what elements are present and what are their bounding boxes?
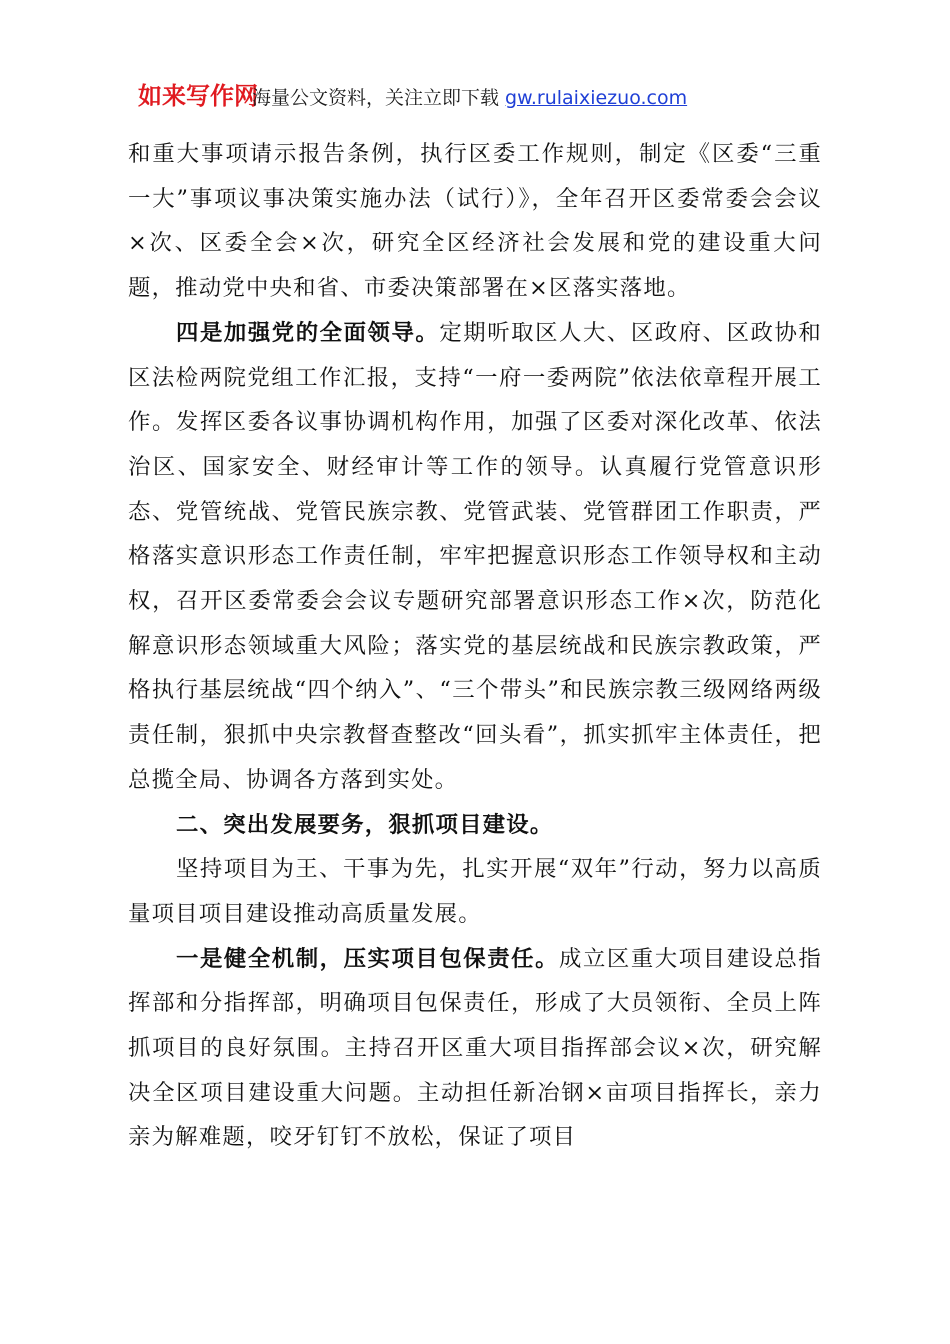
paragraph-2-lead: 四是加强党的全面领导。 [176, 319, 440, 346]
header-tagline: 海量公文资料，关注立即下载 [252, 87, 500, 109]
paragraph-2 [128, 311, 822, 803]
paragraph-4-lead: 一是健全机制，压实项目包保责任。 [176, 945, 560, 972]
paragraph-2-text: 定期听取区人大、区政府、区政协和区法检两院党组工作汇报，支持“一府一委两院”依法依章程开展工作。发挥区委各议事协调机构作用，加强了区委对深化改革、依法治区、国家安全、财经审计等工作的领导。认真履行党管意识形态、党管统战、党管民族宗教、党管武装、党管群团工作职责，严格落实意识形态工作责任制，牢牢把握意识形态工作领导权和主动权，召开区委常委会会议专题研究部署意识形态工作×次，防范化解意识形态领域重大风险；落实党的基层统战和民族宗教政策，严格执行基层统战“四个纳入”、“三个带头”和民族宗教三级网络两级责任制，狠抓中央宗教督查整改“回头看”，抓实抓牢主体责任，把总揽全局、协调各方落到实处。 [128, 319, 822, 793]
site-logo: 如来写作网 [138, 82, 258, 110]
paragraph-4 [128, 937, 822, 1161]
site-url-link[interactable]: gw.rulaixiezuo.com [505, 87, 688, 109]
document-body [128, 132, 822, 1160]
paragraph-4-text: 成立区重大项目建设总指挥部和分指挥部，明确项目包保责任，形成了大员领衔、全员上阵抓项目的良好氛围。主持召开区重大项目指挥部会议×次，研究解决全区项目建设重大问题。主动担任新冶钢×亩项目指挥长，亲力亲为解难题，咬牙钉钉不放松，保证了项目 [128, 945, 823, 1151]
section-heading-2: 二、突出发展要务，狠抓项目建设。 [176, 811, 554, 838]
watermark-header [138, 76, 687, 110]
paragraph-1: 和重大事项请示报告条例，执行区委工作规则，制定《区委“三重一大”事项议事决策实施办法（试行）》，全年召开区委常委会会议×次、区委全会×次，研究全区经济社会发展和党的建设重大问题，推动党中央和省、市委决策部署在×区落实落地。 [128, 141, 822, 302]
paragraph-3: 坚持项目为王、干事为先，扎实开展“双年”行动，努力以高质量项目项目建设推动高质量发展。 [128, 856, 822, 927]
